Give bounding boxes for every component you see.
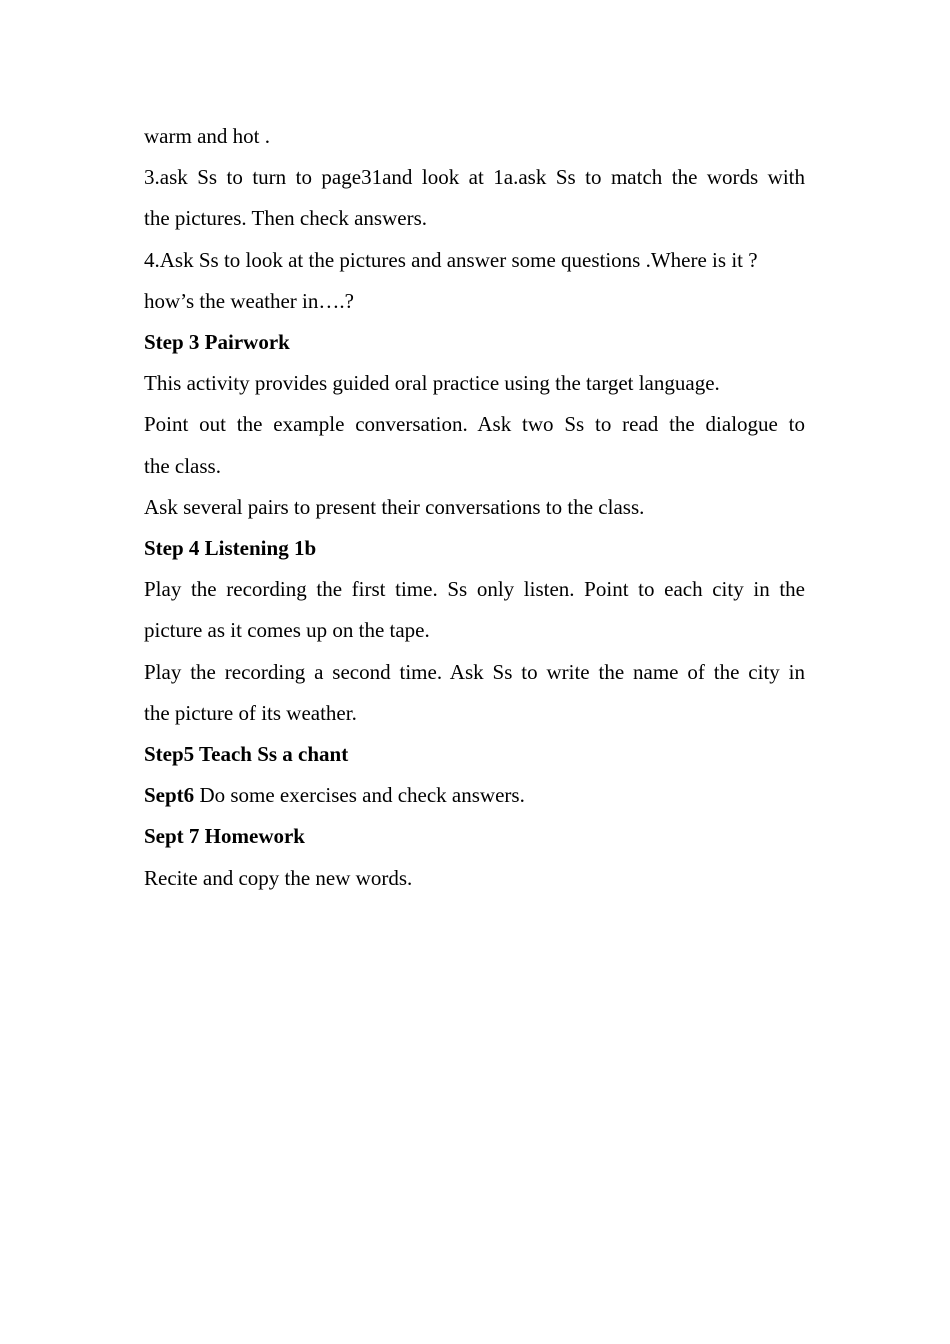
text-line: Point out the example conversation. Ask two Ss to read the dialogue to (144, 412, 805, 437)
step7-text: Recite and copy the new words. (144, 865, 413, 890)
text-line: how’s the weather in….? (144, 288, 354, 313)
step7-heading: Sept 7 Homework (144, 824, 305, 849)
text-line: 3.ask Ss to turn to page31and look at 1a.ask Ss to match the words with (144, 165, 805, 190)
text-line: picture as it comes up on the tape. (144, 618, 430, 643)
step6-text: Do some exercises and check answers. (194, 783, 525, 808)
step3-heading: Step 3 Pairwork (144, 330, 290, 355)
step6-line (144, 775, 805, 816)
text-line: warm and hot . (144, 124, 270, 148)
text-line: Play the recording a second time. Ask Ss to write the name of the city in (144, 659, 805, 684)
text-line: Play the recording the first time. Ss only listen. Point to each city in the (144, 577, 805, 602)
text-line: Ask several pairs to present their conversations to the class. (144, 494, 645, 519)
text-line: the class. (144, 453, 221, 478)
text-line: This activity provides guided oral practice using the target language. (144, 371, 720, 396)
step4-heading: Step 4 Listening 1b (144, 536, 317, 561)
text-line: 4.Ask Ss to look at the pictures and answer some questions .Where is it ? (144, 247, 758, 272)
text-line: the picture of its weather. (144, 700, 357, 725)
document-body (144, 116, 805, 899)
step5-heading: Step5 Teach Ss a chant (144, 742, 349, 767)
step6-label: Sept6 (144, 783, 195, 808)
text-line: the pictures. Then check answers. (144, 206, 428, 231)
